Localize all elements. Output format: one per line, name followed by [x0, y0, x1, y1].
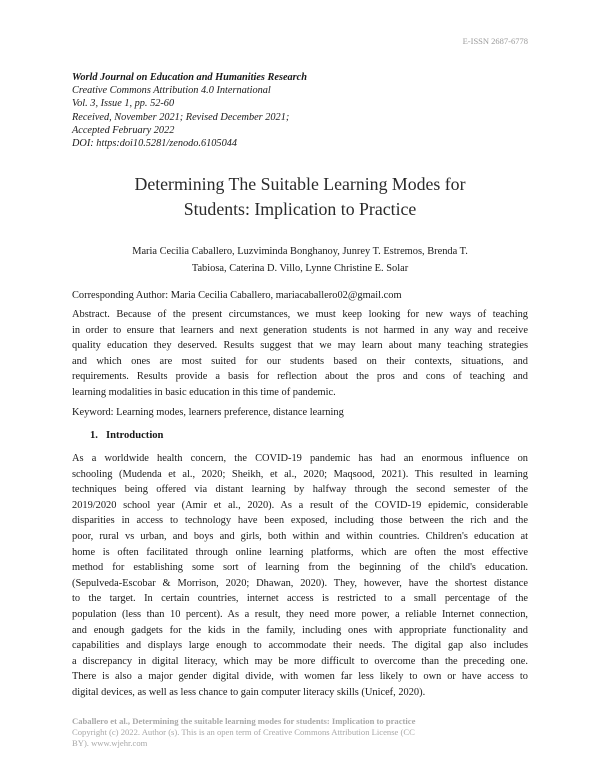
- page-footer: [72, 716, 415, 749]
- journal-volume: Vol. 3, Issue 1, pp. 52-60: [72, 98, 175, 110]
- abstract: [72, 307, 528, 401]
- body-line: home is often facilitated through online learning platforms, which are often the most effective: [72, 546, 528, 558]
- journal-received: Received, November 2021; Revised December 2021;: [72, 111, 290, 123]
- footer-copyright: Copyright (c) 2022. Author (s). This is an open term of Creative Commons Attribution License (CC: [72, 727, 415, 737]
- abstract-line: quality education they deserved. Results suggest that we may learn about many teaching strategies: [72, 340, 528, 352]
- body-line: (Sepulveda-Escobar & Morrison, 2020; Dhawan, 2020). They, however, have the shortest distance: [72, 577, 528, 589]
- paper-title: [72, 172, 528, 222]
- body-line: techniques being offered via distant learning by halfway through the second semester of the: [72, 484, 528, 496]
- body-line: 2019/2020 school year (Amir et al., 2020). As a result of the COVID-19 epidemic, considerable: [72, 499, 528, 511]
- author-list: [72, 243, 528, 277]
- body-line: As a worldwide health concern, the COVID-19 pandemic has had an enormous influence on: [72, 453, 528, 464]
- section-number: 1.: [90, 430, 98, 441]
- journal-name: World Journal on Education and Humanities Research: [72, 72, 307, 83]
- title-line: Determining The Suitable Learning Modes for: [134, 174, 466, 194]
- section-title: Introduction: [105, 430, 164, 441]
- section-heading: [90, 430, 163, 441]
- abstract-line: Abstract. Because of the present circumstances, we must keep looking for new ways of teaching: [72, 309, 528, 320]
- body-line: disparities in access to technology have been exposed, including those between the rich and the: [72, 515, 528, 527]
- authors-line: Tabiosa, Caterina D. Villo, Lynne Christine E. Solar: [191, 263, 409, 274]
- authors-line: Maria Cecilia Caballero, Luzviminda Bonghanoy, Junrey T. Estremos, Brenda T.: [132, 246, 468, 257]
- keywords: Keyword: Learning modes, learners preference, distance learning: [72, 407, 344, 418]
- footer-citation: Caballero et al., Determining the suitable learning modes for students: Implication to practice: [72, 716, 416, 726]
- journal-license: Creative Commons Attribution 4.0 International: [72, 85, 271, 97]
- body-line: and enough gadgets for the kids in the family, including ones with appropriate functionality and: [72, 624, 528, 636]
- body-line: schooling (Mudenda et al., 2020; Sheikh, et al., 2020; Maqsood, 2021). This resulted in learning: [72, 468, 528, 480]
- body-line: capabilities and displays large enough to accommodate their needs. The digital gap also includes: [72, 640, 528, 652]
- corresponding-author: Corresponding Author: Maria Cecilia Caballero, mariacaballero02@gmail.com: [72, 290, 402, 301]
- title-line: Students: Implication to Practice: [183, 199, 417, 219]
- body-line: There is also a major gender digital divide, with women far less likely to own or have access to: [72, 671, 528, 683]
- journal-info: [72, 71, 307, 150]
- abstract-line: learning modalities in basic education in this time of pandemic.: [72, 386, 336, 398]
- body-line: poor, rural vs urban, and boys and girls, both within and within countries. Children's education at: [72, 530, 528, 542]
- abstract-line: requirements. Results provide a basis for reflection about the pros and cons of teaching and: [72, 371, 528, 383]
- abstract-line: and which ones are most suited for our students based on their contexts, situations, and: [72, 355, 528, 367]
- journal-accepted: Accepted February 2022: [72, 124, 175, 136]
- body-line: a discrepancy in digital literacy, which may be more difficult to overcome than the preceding one.: [72, 655, 528, 667]
- footer-website[interactable]: BY). www.wjehr.com: [72, 738, 148, 748]
- body-line: method for establishing some sort of learning from the beginning of the child's education.: [72, 562, 528, 574]
- introduction-body: [72, 451, 528, 701]
- journal-doi[interactable]: DOI: https:doi10.5281/zenodo.6105044: [72, 138, 238, 150]
- body-line: digital devices, as well as less chance to gain computer literacy skills (Unicef, 2020).: [72, 686, 426, 698]
- body-line: to the target. In certain countries, internet access is restricted to a small percentage of the: [72, 593, 528, 605]
- abstract-line: in order to ensure that learners and next generation students is not harmed in any way and receive: [72, 324, 528, 336]
- issn-label: E-ISSN 2687-6778: [462, 36, 528, 46]
- body-line: population (less than 10 percent). As a result, they need more power, a reliable Internet connection,: [72, 608, 528, 620]
